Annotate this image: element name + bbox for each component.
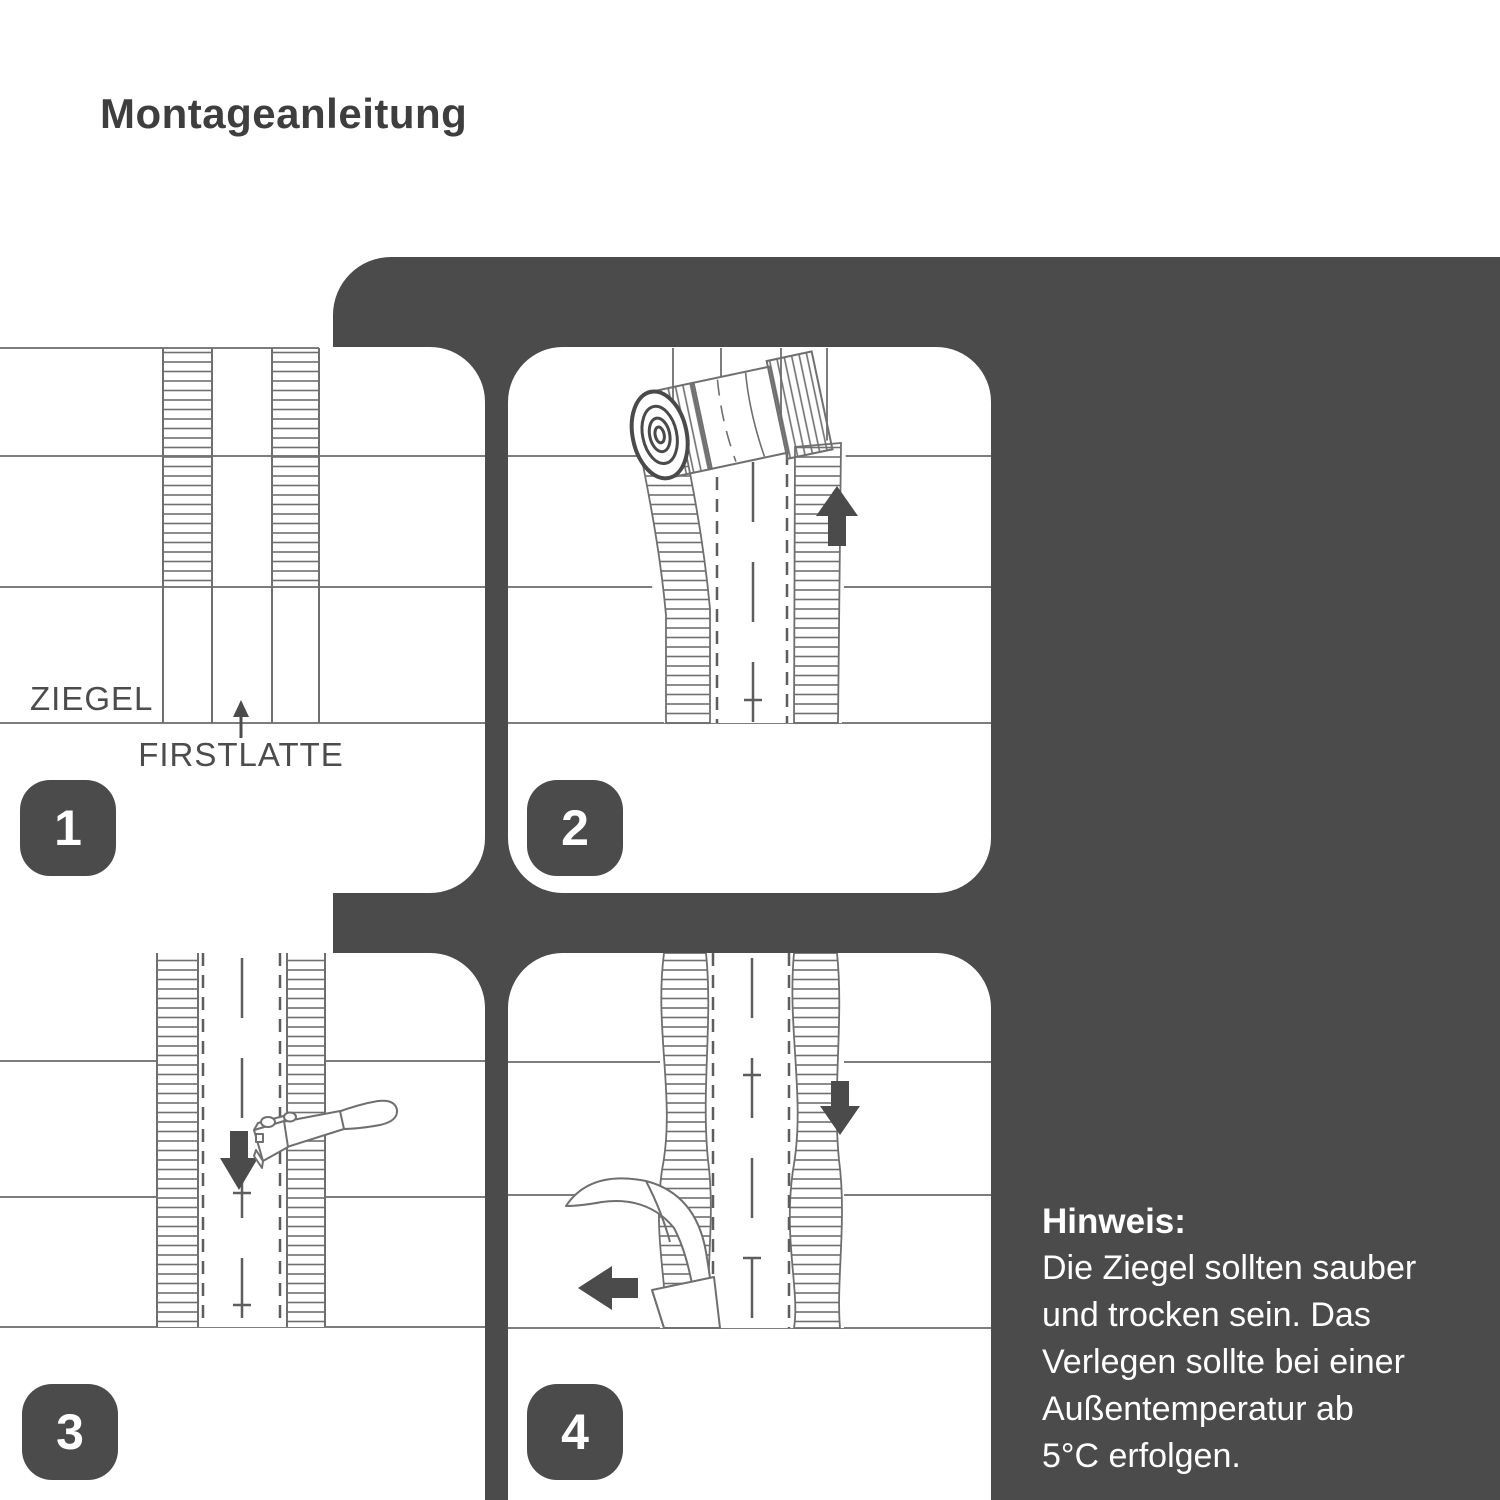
step3-stapling-drawing — [0, 953, 485, 1327]
page-title: Montageanleitung — [100, 90, 468, 137]
badge-step-3 — [22, 1384, 118, 1480]
note-line-5: 5°C erfolgen. — [1042, 1437, 1241, 1475]
ziegel-label: ZIEGEL — [30, 680, 154, 717]
note-block — [1042, 1198, 1492, 1480]
step4-liner-drawing — [508, 953, 991, 1328]
step-number: 4 — [561, 1404, 589, 1460]
note-line-1: Die Ziegel sollten sauber — [1042, 1249, 1417, 1287]
step-number: 2 — [561, 800, 589, 856]
firstlatte-arrow-icon — [233, 700, 249, 738]
badge-step-4 — [527, 1384, 623, 1480]
arrow-left-icon — [578, 1266, 638, 1310]
step2-roll-drawing — [508, 348, 991, 723]
step-number: 1 — [54, 800, 82, 856]
note-line-3: Verlegen sollte bei einer — [1042, 1343, 1405, 1381]
note-line-2: und trocken sein. Das — [1042, 1296, 1371, 1334]
badge-step-1 — [20, 780, 116, 876]
note-heading: Hinweis: — [1042, 1202, 1186, 1241]
badge-step-2 — [527, 780, 623, 876]
step-number: 3 — [56, 1404, 84, 1460]
firstlatte-label: FIRSTLATTE — [138, 736, 344, 773]
note-line-4: Außentemperatur ab — [1042, 1390, 1354, 1428]
